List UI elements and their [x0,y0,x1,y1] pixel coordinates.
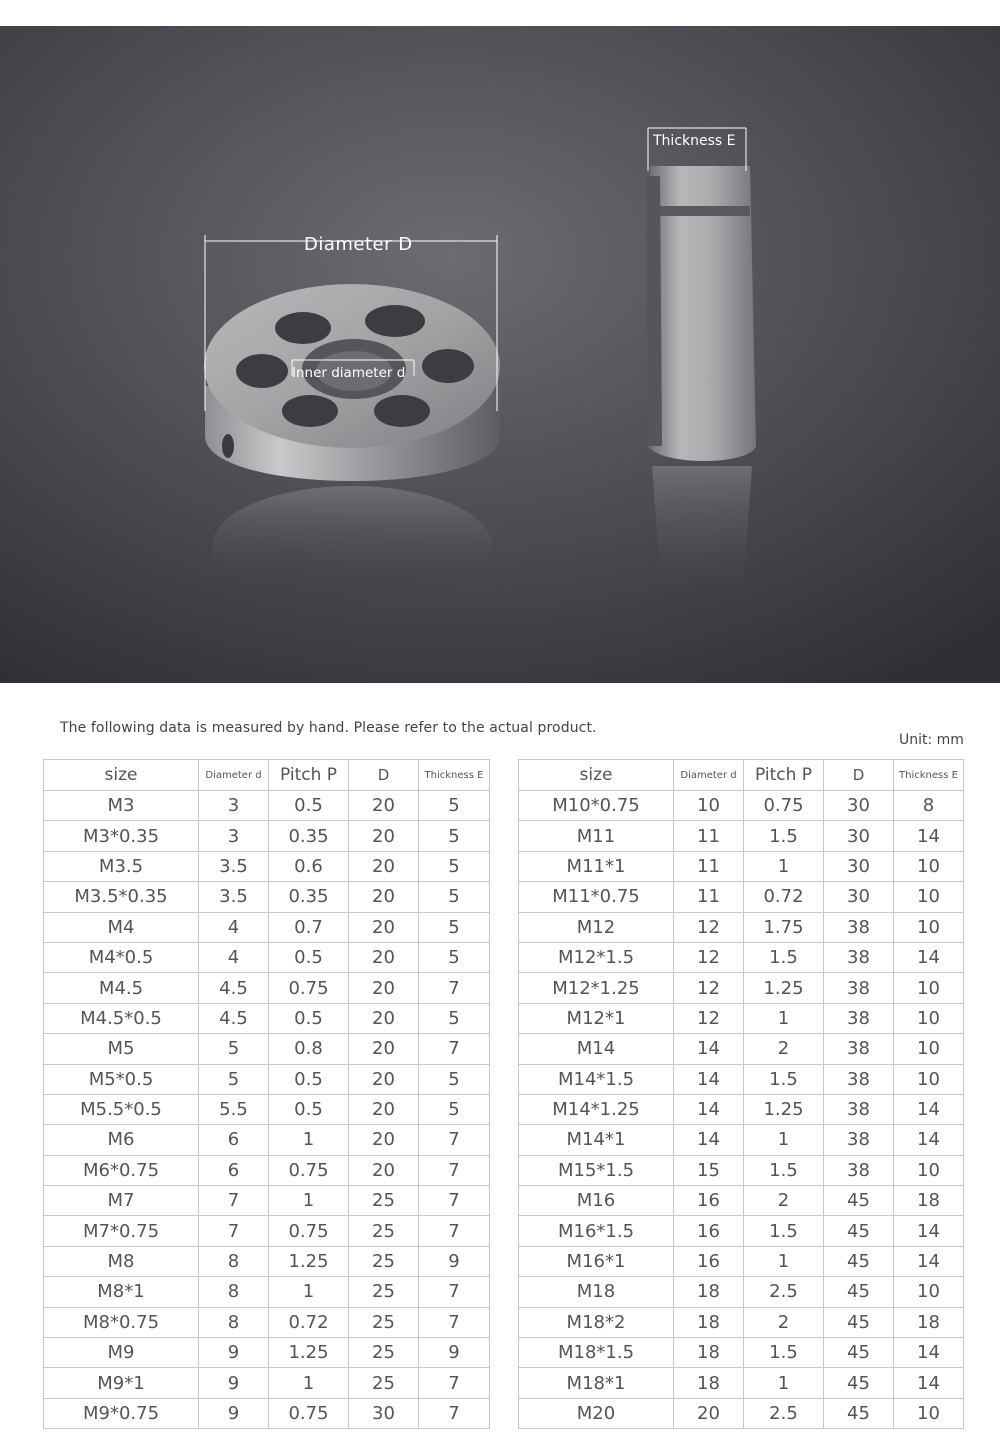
table-cell: M11 [519,821,674,851]
table-cell: M5.5*0.5 [44,1094,199,1124]
table-cell: 0.75 [269,1398,349,1428]
unit-label: Unit: mm [899,732,964,748]
table-cell: M12 [519,912,674,942]
table-row [519,1216,964,1246]
table-cell: 2 [744,1034,824,1064]
table-cell: M7*0.75 [44,1216,199,1246]
table-cell: M15*1.5 [519,1155,674,1185]
table-cell: 0.72 [744,882,824,912]
table-cell: 0.75 [744,791,824,821]
table-cell: 2.5 [744,1277,824,1307]
table-cell: 20 [674,1398,744,1428]
table-cell: 14 [894,942,964,972]
table-cell: 1.75 [744,912,824,942]
table-header-row [44,760,490,791]
table-cell: 0.75 [269,1216,349,1246]
table-cell: 0.5 [269,1094,349,1124]
table-cell: M3.5 [44,851,199,881]
table-cell: 20 [349,821,419,851]
table-cell: 25 [349,1246,419,1276]
table-row [519,1034,964,1064]
table-cell: 20 [349,1094,419,1124]
table-cell: 2.5 [744,1398,824,1428]
table-cell: 9 [419,1338,490,1368]
table-cell: 38 [824,942,894,972]
table-cell: 45 [824,1246,894,1276]
table-cell: 14 [894,1338,964,1368]
table-cell: 9 [199,1368,269,1398]
table-cell: 10 [894,1155,964,1185]
header-outer-d: D [824,760,894,791]
table-cell: M8 [44,1246,199,1276]
table-cell: 11 [674,851,744,881]
table-row [44,821,490,851]
table-cell: 20 [349,851,419,881]
table-cell: M18*1 [519,1368,674,1398]
table-cell: 15 [674,1155,744,1185]
table-row [519,1368,964,1398]
table-cell: M16 [519,1186,674,1216]
table-cell: 20 [349,912,419,942]
table-cell: 2 [744,1307,824,1337]
table-cell: 11 [674,821,744,851]
table-row [44,1277,490,1307]
table-cell: 5 [419,791,490,821]
table-cell: 10 [894,851,964,881]
thickness-label: Thickness E [653,133,736,149]
table-cell: M6 [44,1125,199,1155]
table-cell: 16 [674,1186,744,1216]
table-cell: 3 [199,791,269,821]
table-cell: 4.5 [199,973,269,1003]
table-cell: M5*0.5 [44,1064,199,1094]
table-cell: 45 [824,1186,894,1216]
table-cell: 45 [824,1307,894,1337]
table-cell: 38 [824,1003,894,1033]
table-row [44,1064,490,1094]
header-thickness: Thickness E [419,760,490,791]
table-cell: 38 [824,1155,894,1185]
table-cell: 10 [894,973,964,1003]
table-cell: M5 [44,1034,199,1064]
table-cell: 3.5 [199,882,269,912]
table-cell: 7 [419,1186,490,1216]
table-cell: 10 [894,1034,964,1064]
table-cell: 5 [419,1094,490,1124]
table-cell: M14*1.5 [519,1064,674,1094]
table-cell: 18 [674,1307,744,1337]
table-cell: 16 [674,1246,744,1276]
table-cell: M9*1 [44,1368,199,1398]
table-cell: 1 [744,1003,824,1033]
table-cell: M14 [519,1034,674,1064]
table-cell: 1.5 [744,942,824,972]
table-row [44,851,490,881]
header-pitch: Pitch P [269,760,349,791]
table-cell: 10 [894,1398,964,1428]
table-cell: 7 [419,1125,490,1155]
table-cell: 0.75 [269,973,349,1003]
product-photo [0,26,1000,683]
table-cell: M4 [44,912,199,942]
header-size: size [519,760,674,791]
die-illustration [0,26,1000,683]
table-cell: M11*1 [519,851,674,881]
table-cell: 7 [199,1216,269,1246]
table-cell: 1.5 [744,1064,824,1094]
table-cell: 0.72 [269,1307,349,1337]
table-cell: 14 [894,1368,964,1398]
table-cell: 7 [419,973,490,1003]
table-cell: 5 [419,882,490,912]
table-cell: 7 [419,1216,490,1246]
table-cell: 9 [199,1338,269,1368]
table-cell: 25 [349,1186,419,1216]
table-cell: 38 [824,1064,894,1094]
table-cell: 7 [419,1307,490,1337]
table-cell: 7 [419,1277,490,1307]
table-cell: 5 [199,1034,269,1064]
table-cell: 25 [349,1277,419,1307]
table-cell: 8 [199,1307,269,1337]
table-cell: 18 [674,1368,744,1398]
table-row [519,1155,964,1185]
table-cell: 5 [199,1064,269,1094]
table-cell: M18 [519,1277,674,1307]
header-diameter-d: Diameter d [199,760,269,791]
table-cell: M8*1 [44,1277,199,1307]
measurement-note: The following data is measured by hand. Please refer to the actual product. [60,720,597,736]
table-cell: M10*0.75 [519,791,674,821]
table-cell: 20 [349,882,419,912]
table-row [519,912,964,942]
table-row [519,1307,964,1337]
table-cell: M9 [44,1338,199,1368]
table-row [44,1368,490,1398]
table-cell: 11 [674,882,744,912]
table-cell: 14 [894,821,964,851]
table-row [519,1186,964,1216]
table-cell: 4 [199,942,269,972]
table-cell: 5 [419,912,490,942]
header-outer-d: D [349,760,419,791]
table-cell: 1.25 [744,973,824,1003]
table-cell: 7 [419,1034,490,1064]
table-cell: M16*1.5 [519,1216,674,1246]
table-cell: 1.5 [744,1155,824,1185]
table-row [44,1246,490,1276]
table-cell: 10 [674,791,744,821]
table-row [519,1064,964,1094]
table-cell: 14 [674,1125,744,1155]
table-cell: M3.5*0.35 [44,882,199,912]
header-size: size [44,760,199,791]
table-cell: 25 [349,1216,419,1246]
table-cell: 6 [199,1155,269,1185]
table-cell: 18 [674,1338,744,1368]
table-cell: 12 [674,912,744,942]
table-cell: 3 [199,821,269,851]
table-cell: 45 [824,1398,894,1428]
table-cell: 0.5 [269,791,349,821]
table-row [44,1307,490,1337]
header-thickness: Thickness E [894,760,964,791]
table-cell: 20 [349,1034,419,1064]
table-cell: 20 [349,791,419,821]
header-diameter-d: Diameter d [674,760,744,791]
table-cell: 14 [894,1125,964,1155]
table-cell: 1 [744,1246,824,1276]
table-cell: M14*1.25 [519,1094,674,1124]
table-row [44,1398,490,1428]
table-cell: 4 [199,912,269,942]
table-cell: 38 [824,973,894,1003]
spec-table-left [43,759,490,1429]
table-cell: 7 [419,1368,490,1398]
table-cell: 14 [894,1216,964,1246]
table-cell: 20 [349,1003,419,1033]
table-cell: M12*1 [519,1003,674,1033]
table-cell: 6 [199,1125,269,1155]
inner-diameter-label: Inner diameter d [292,365,406,381]
table-row [44,1125,490,1155]
table-row [519,1246,964,1276]
table-row [44,942,490,972]
table-cell: 38 [824,1034,894,1064]
table-cell: 7 [419,1155,490,1185]
table-cell: 30 [824,882,894,912]
table-cell: 1 [269,1125,349,1155]
table-cell: 7 [199,1186,269,1216]
table-cell: M14*1 [519,1125,674,1155]
table-cell: 45 [824,1216,894,1246]
table-row [44,1155,490,1185]
table-row [44,1034,490,1064]
table-row [44,1186,490,1216]
table-cell: 1 [744,1368,824,1398]
table-cell: 1.25 [269,1246,349,1276]
table-cell: 18 [674,1277,744,1307]
table-cell: 14 [894,1094,964,1124]
table-cell: 14 [674,1034,744,1064]
table-cell: 12 [674,942,744,972]
table-cell: 12 [674,973,744,1003]
table-cell: 25 [349,1338,419,1368]
table-cell: 1.25 [744,1094,824,1124]
diameter-label: Diameter D [304,234,413,255]
table-cell: 38 [824,1094,894,1124]
table-cell: 14 [674,1094,744,1124]
table-row [44,1094,490,1124]
table-cell: 3.5 [199,851,269,881]
table-row [519,821,964,851]
table-cell: 10 [894,1277,964,1307]
table-cell: 1.5 [744,1338,824,1368]
table-cell: M3 [44,791,199,821]
table-cell: 45 [824,1368,894,1398]
table-cell: M4*0.5 [44,942,199,972]
table-cell: 20 [349,973,419,1003]
table-cell: 0.35 [269,821,349,851]
table-cell: 1 [269,1368,349,1398]
table-cell: 8 [199,1277,269,1307]
table-cell: 1 [269,1186,349,1216]
table-cell: M18*1.5 [519,1338,674,1368]
table-row [519,1125,964,1155]
table-cell: M3*0.35 [44,821,199,851]
table-cell: M18*2 [519,1307,674,1337]
table-cell: 5.5 [199,1094,269,1124]
table-cell: 38 [824,912,894,942]
table-cell: 45 [824,1338,894,1368]
table-row [44,1003,490,1033]
table-cell: 8 [894,791,964,821]
table-cell: 5 [419,1003,490,1033]
table-row [519,973,964,1003]
table-cell: 5 [419,1064,490,1094]
table-cell: 14 [894,1246,964,1276]
table-cell: 20 [349,1155,419,1185]
table-cell: 1.5 [744,1216,824,1246]
table-cell: 0.7 [269,912,349,942]
table-row [519,791,964,821]
table-cell: 0.75 [269,1155,349,1185]
table-cell: 20 [349,1125,419,1155]
table-cell: 25 [349,1368,419,1398]
table-cell: 0.5 [269,1064,349,1094]
table-cell: 1 [744,1125,824,1155]
table-cell: M6*0.75 [44,1155,199,1185]
table-cell: 25 [349,1307,419,1337]
table-cell: M16*1 [519,1246,674,1276]
table-cell: 30 [824,821,894,851]
table-cell: 14 [674,1064,744,1094]
table-cell: 20 [349,942,419,972]
table-cell: M20 [519,1398,674,1428]
table-row [519,1398,964,1428]
table-cell: 2 [744,1186,824,1216]
table-cell: M12*1.5 [519,942,674,972]
table-row [44,973,490,1003]
table-cell: 18 [894,1307,964,1337]
table-row [44,882,490,912]
spec-table-right [518,759,964,1429]
table-row [519,1277,964,1307]
table-cell: 18 [894,1186,964,1216]
table-cell: 10 [894,1064,964,1094]
table-cell: 1 [269,1277,349,1307]
table-cell: 7 [419,1398,490,1428]
table-cell: M11*0.75 [519,882,674,912]
table-row [519,942,964,972]
table-cell: 0.6 [269,851,349,881]
table-row [519,1338,964,1368]
table-cell: 30 [824,791,894,821]
table-cell: 8 [199,1246,269,1276]
table-cell: 0.5 [269,1003,349,1033]
table-row [44,912,490,942]
table-cell: M4.5 [44,973,199,1003]
table-cell: 10 [894,912,964,942]
table-cell: 4.5 [199,1003,269,1033]
table-cell: 5 [419,821,490,851]
table-row [519,1094,964,1124]
table-cell: 10 [894,1003,964,1033]
table-cell: 0.8 [269,1034,349,1064]
table-cell: 30 [824,851,894,881]
table-cell: M8*0.75 [44,1307,199,1337]
table-cell: 1.5 [744,821,824,851]
table-row [519,1003,964,1033]
table-cell: M7 [44,1186,199,1216]
table-cell: 1 [744,851,824,881]
table-cell: 20 [349,1064,419,1094]
table-row [44,1216,490,1246]
table-cell: 5 [419,851,490,881]
header-pitch: Pitch P [744,760,824,791]
table-row [519,882,964,912]
table-cell: 5 [419,942,490,972]
table-cell: 0.35 [269,882,349,912]
table-cell: 30 [349,1398,419,1428]
table-cell: M12*1.25 [519,973,674,1003]
table-row [44,791,490,821]
table-cell: 10 [894,882,964,912]
table-header-row [519,760,964,791]
table-cell: M9*0.75 [44,1398,199,1428]
table-cell: 1.25 [269,1338,349,1368]
table-cell: 45 [824,1277,894,1307]
table-cell: 9 [199,1398,269,1428]
table-row [44,1338,490,1368]
table-cell: 16 [674,1216,744,1246]
table-cell: 0.5 [269,942,349,972]
table-cell: 9 [419,1246,490,1276]
table-row [519,851,964,881]
table-cell: 38 [824,1125,894,1155]
table-cell: 12 [674,1003,744,1033]
table-cell: M4.5*0.5 [44,1003,199,1033]
